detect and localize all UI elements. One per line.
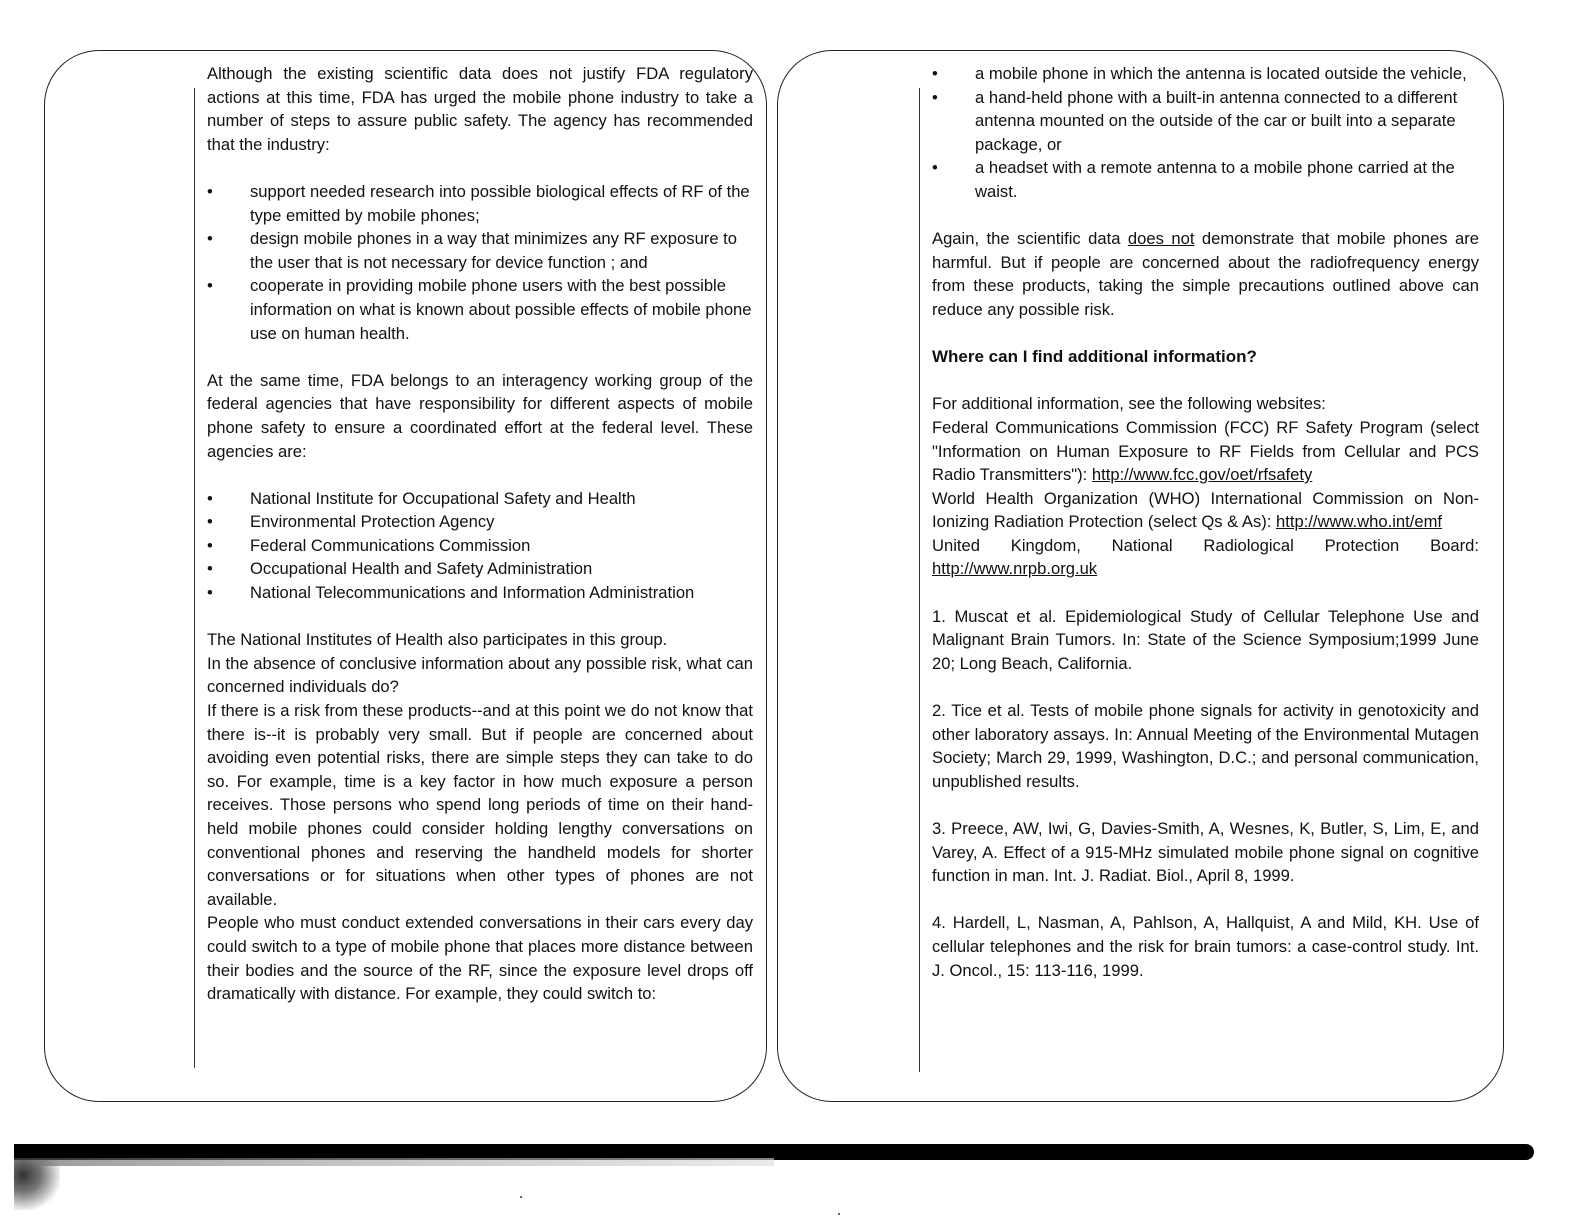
left-column: [207, 62, 753, 1006]
agencies-intro-paragraph: At the same time, FDA belongs to an interagency working group of the federal agencies that have responsibility for different aspects of mobile phone safety to ensure a coordinated effort at the federal level. These agencies are:: [207, 370, 753, 461]
who-link[interactable]: http://www.who.int/emf: [1276, 512, 1443, 532]
list-item: • Occupational Health and Safety Administration: [207, 557, 753, 581]
risk-paragraph: If there is a risk from these products--and at this point we do not know that there is--it is probably very small. But if people are concerned about avoiding even potential risks, there are simple steps they can take to do so. For example, time is a key factor in how much exposure a person receives. Those persons who spend long periods of time on their hand-held mobile phones could consider holding lengthy conversations on conventional phones and reserving the handheld models for shorter conversations or for situations when other types of phones are not available.: [207, 701, 753, 909]
list-item: • a hand-held phone with a built-in antenna connected to a different antenna mounted on the outside of the car or built into a separate package, or: [932, 86, 1479, 157]
section-heading: Where can I find additional information?: [932, 347, 1257, 367]
left-margin-rule: [194, 88, 195, 1068]
list-item: • cooperate in providing mobile phone users with the best possible information on what is known about possible effects of mobile phone use on human health.: [207, 274, 753, 345]
list-item: • design mobile phones in a way that minimizes any RF exposure to the user that is not necessary for device function ; and: [207, 227, 753, 274]
question-paragraph: In the absence of conclusive information about any possible risk, what can concerned individuals do?: [207, 653, 753, 697]
scan-smudge: [14, 1160, 60, 1210]
list-item: • National Institute for Occupational Safety and Health: [207, 487, 753, 511]
who-paragraph: World Health Organization (WHO) International Commission on Non-Ionizing Radiation Protection (select Qs & As): http://www.who.int/emf: [932, 488, 1479, 532]
reference-1: 1. Muscat et al. Epidemiological Study of Cellular Telephone Use and Malignant Brain Tumors. In: State of the Science Symposium;1999 June 20; Long Beach, California.: [932, 606, 1479, 673]
emphasis-underline: does not: [1127, 229, 1195, 249]
nrpb-link[interactable]: http://www.nrpb.org.uk: [932, 559, 1098, 579]
reference-3: 3. Preece, AW, Iwi, G, Davies-Smith, A, Wesnes, K, Butler, S, Lim, E, and Varey, A. Effect of a 915-MHz simulated mobile phone signal on cognitive function in man. Int. J. Radiat. Biol., April 8, 1999.: [932, 819, 1479, 886]
right-margin-rule: [919, 88, 920, 1072]
scan-speck: [520, 1196, 522, 1198]
list-item: • a mobile phone in which the antenna is located outside the vehicle,: [932, 62, 1479, 86]
websites-intro: For additional information, see the following websites:: [932, 394, 1326, 414]
nih-paragraph: The National Institutes of Health also participates in this group.: [207, 630, 668, 650]
list-item: • Federal Communications Commission: [207, 534, 753, 558]
agencies-list: [207, 487, 753, 605]
list-item: • a headset with a remote antenna to a mobile phone carried at the waist.: [932, 156, 1479, 203]
reference-4: 4. Hardell, L, Nasman, A, Pahlson, A, Hallquist, A and Mild, KH. Use of cellular telephones and the risk for brain tumors: a case-control study. Int. J. Oncol., 15: 113-116, 1999.: [932, 913, 1479, 980]
scan-edge-bar: [14, 1144, 1534, 1160]
scan-speck: [838, 1213, 840, 1215]
list-item: • National Telecommunications and Information Administration: [207, 581, 753, 605]
list-item: • support needed research into possible biological effects of RF of the type emitted by mobile phones;: [207, 180, 753, 227]
uk-paragraph: United Kingdom, National Radiological Protection Board: http://www.nrpb.org.uk: [932, 535, 1479, 579]
list-item: • Environmental Protection Agency: [207, 510, 753, 534]
cars-paragraph: People who must conduct extended conversations in their cars every day could switch to a type of mobile phone that places more distance between their bodies and the source of the RF, since the exposure level drops off dramatically with distance. For example, they could switch to:: [207, 913, 753, 1004]
reference-2: 2. Tice et al. Tests of mobile phone signals for activity in genotoxicity and other laboratory assays. In: Annual Meeting of the Environmental Mutagen Society; March 29, 1999, Washington, D.C.; and personal communication, unpublished results.: [932, 701, 1479, 791]
phone-options-list: [932, 62, 1479, 204]
intro-paragraph: Although the existing scientific data does not justify FDA regulatory actions at this time, FDA has urged the mobile phone industry to take a number of steps to assure public safety. The agency has recommended that the industry:: [207, 64, 753, 154]
industry-steps-list: [207, 180, 753, 345]
right-column: [932, 62, 1479, 1006]
fcc-paragraph: Federal Communications Commission (FCC) RF Safety Program (select "Information on Human Exposure to RF Fields from Cellular and PCS Radio Transmitters"): http://www.fcc.gov/oet/rfsafety: [932, 417, 1479, 485]
again-paragraph: Again, the scientific data does not demonstrate that mobile phones are harmful. But if people are concerned about the radiofrequency energy from these products, taking the simple precautions outlined above can reduce any possible risk.: [932, 229, 1480, 319]
fcc-link[interactable]: http://www.fcc.gov/oet/rfsafety: [1091, 465, 1313, 485]
